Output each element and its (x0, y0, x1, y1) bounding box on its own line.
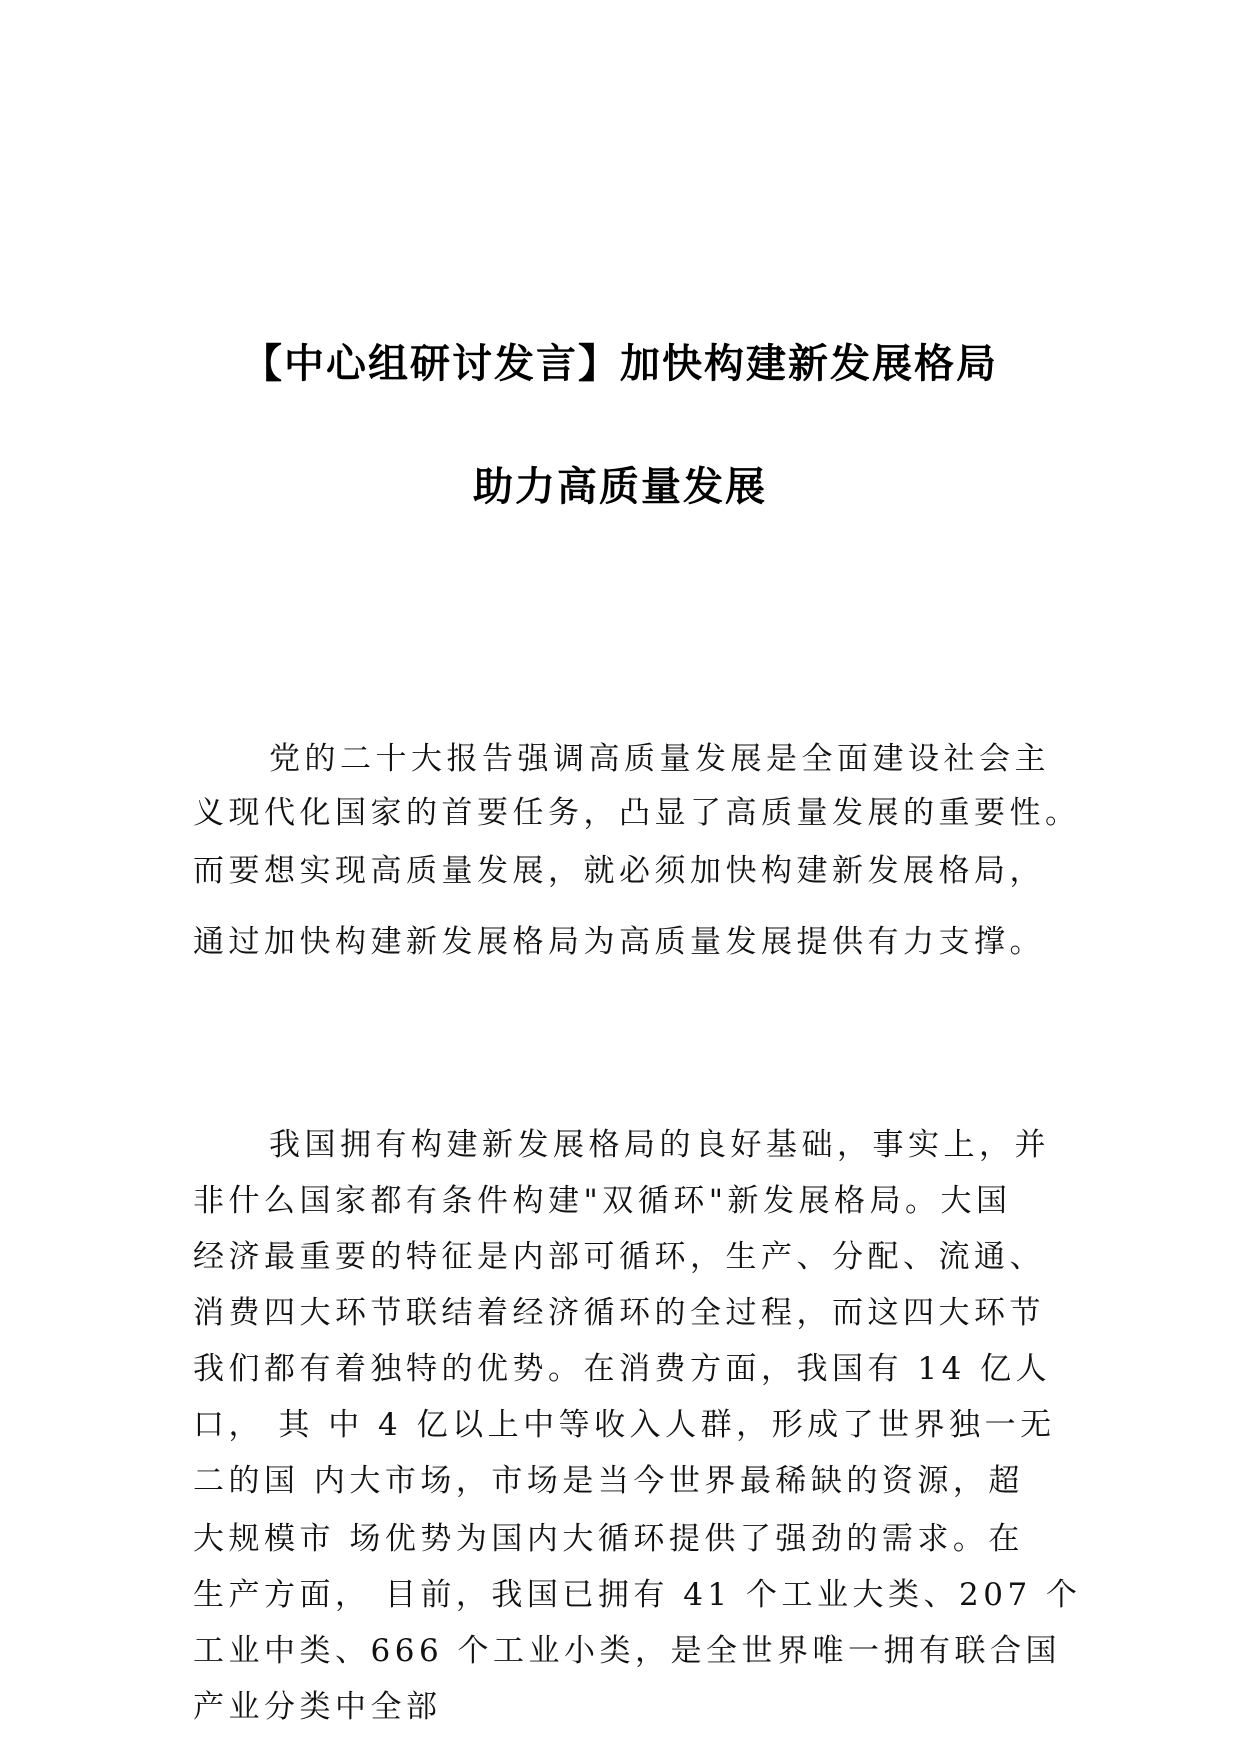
document-title-line-2: 助力高质量发展 (473, 464, 767, 510)
paragraph-2-line-2: 非什么国家都有条件构建"双循环"新发展格局。大国 (193, 1183, 1012, 1219)
paragraph-2-line-7: 二的国 内大市场，市场是当今世界最稀缺的资源，超 (193, 1463, 1024, 1499)
paragraph-1-line-4: 通过加快构建新发展格局为高质量发展提供有力支撑。 (193, 924, 1045, 960)
document-title-line-1: 【中心组研讨发言】加快构建新发展格局 (242, 341, 998, 387)
paragraph-1-line-1: 党的二十大报告强调高质量发展是全面建设社会主 (269, 741, 1050, 777)
paragraph-2-line-8: 大规模市 场优势为国内大循环提供了强劲的需求。在 (193, 1521, 1024, 1557)
paragraph-2-line-5: 我们都有着独特的优势。在消费方面，我国有 14 亿人 (193, 1351, 1052, 1387)
paragraph-2-line-3: 经济最重要的特征是内部可循环，生产、分配、流通、 (193, 1239, 1045, 1275)
paragraph-2-line-4: 消费四大环节联结着经济循环的全过程，而这四大环节 (193, 1295, 1045, 1331)
paragraph-2-line-9: 生产方面， 目前，我国已拥有 41 个工业大类、207 个 (193, 1577, 1082, 1613)
paragraph-1-line-2: 义现代化国家的首要任务，凸显了高质量发展的重要性。 (193, 795, 1081, 831)
paragraph-2-line-1: 我国拥有构建新发展格局的良好基础，事实上，并 (269, 1127, 1050, 1163)
paragraph-2-line-10: 工业中类、666 个工业小类，是全世界唯一拥有联合国 (193, 1633, 1062, 1669)
paragraph-1-line-3: 而要想实现高质量发展，就必须加快构建新发展格局， (193, 853, 1045, 889)
paragraph-2-line-6: 口， 其 中 4 亿以上中等收入人群，形成了世界独一无 (193, 1407, 1056, 1443)
paragraph-2-line-11: 产业分类中全部 (193, 1689, 442, 1725)
